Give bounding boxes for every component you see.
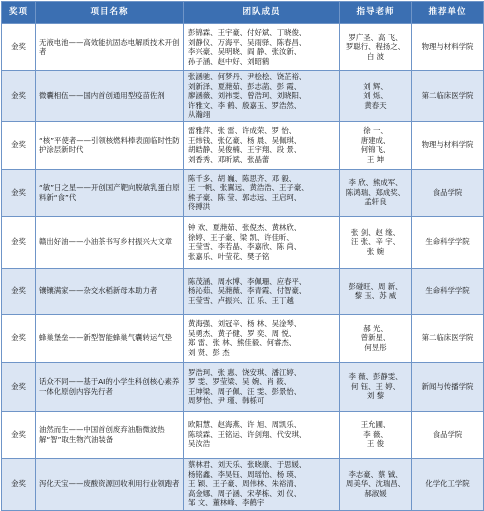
team-members-line: 吴勇杰、黄子健、罗 奕、周 悦、 [188,328,297,338]
header-team-members: 团队成员 [184,2,340,24]
project-name-text: 无液电池——高效能抗固态电解质技术开创者 [39,37,180,56]
advisors-line: 郝淑媛 [364,488,387,498]
team-members-line: 廖涵薇、刘祎雯、曾浩珂、刘晓阳、 [188,91,307,100]
advisors-line: 徐 一、 [363,126,388,135]
table-row [2,411,484,458]
team-members-line: 胡皓静、吴俊楠、王宇翔、段 景、 [188,145,302,154]
project-name-cell [36,268,184,314]
project-name-cell [36,458,184,510]
advisors-line: 彭碰旺、周 新、 [348,281,403,291]
advisors-line: 刘 辉、 [363,81,388,91]
team-members-line: 高金娜、周子涵、宋孝栋、刘 仪、 [188,488,302,498]
advisors-line: 李 欣、熊成军、 [348,178,403,188]
team-members-line: 许雅文、李 鹤、殷嘉玉、罗浩然、 [188,100,302,110]
team-members-line: 刘香秀、邓昕斌、张晶蕾 [188,154,270,164]
team-members-cell [184,24,340,71]
team-members-line: 王坤梁、周子佩、汪 雯、彭景怡、 [188,386,302,396]
table-row [2,216,484,268]
advisors-line: 黄春天 [364,100,387,110]
table-header-row [2,2,484,24]
project-name-text: 泻化天宝——废酸资源回收利用行业领跑者 [39,479,180,489]
team-members-line: 张嘉乐、叶莹花、樊子铭 [188,251,270,261]
advisors-line: 王 坤 [366,154,385,164]
recommending-unit-cell: 生命科学学院 [412,268,484,314]
recommending-unit-cell: 物理与材料学院 [412,121,484,169]
advisors-line: 李 薇、彭静雯、 [348,372,403,382]
advisors-line: 唐建成、 [360,135,391,145]
advisors-cell [340,24,412,71]
team-members-line: 王莹雪、李若晶、李嘉欣、陈 尚、 [188,242,302,251]
advisors-cell [340,458,412,510]
project-name-text: 赣出好油——小油茶书写乡村振兴大文章 [39,237,173,247]
project-name-text: 镶镶满家——杂交水稻新母本助力者 [39,286,158,296]
team-members-line: 黄海强、刘冠辛、杨 林、吴淦琴、 [188,319,302,328]
advisors-cell [340,216,412,268]
team-members-line: 陈千多、胡 巍、陈思齐、邓 毅、 [188,173,297,183]
award-cell: 金奖 [2,121,36,169]
team-members-line: 孙子涵、赵中好、刘昭鹤 [188,56,270,66]
advisors-line: 何 钰、王 婷、 [350,381,401,391]
header-project-name: 项目名称 [36,2,184,24]
team-members-line: 熊子豪、陈 莹、郭志远、王启珂、 [188,192,302,202]
team-members-cell [184,458,340,510]
team-members-cell [184,169,340,216]
recommending-unit-cell: 第二临床医学院 [412,314,484,362]
team-members-cell [184,216,340,268]
advisors-line: 罗广圣、高 飞、 [348,32,403,42]
team-members-line: 陈茂涵、周水博、李佩珊、应春平、 [188,276,307,286]
award-cell: 金奖 [2,362,36,411]
award-cell: 金奖 [2,71,36,122]
team-members-line: 刘 贤、彭 杰 [188,347,230,357]
award-cell: 金奖 [2,216,36,268]
advisors-line: 陈鸿瑞、郑成奖、 [345,187,406,197]
table-body [2,24,484,511]
team-members-line: 郑 雷、张 林、熊佳毅、何睿杰、 [188,338,297,347]
awards-table [1,1,484,511]
team-members-line: 李兴豪、吴明晓、阎 静、张汝新、 [188,47,302,56]
team-members-line: 王 颖、王子豪、周伟林、朱裕清、 [188,479,302,489]
team-members-line: 刘新泽、夏滟茹、彭志菡、彭 霞、 [188,81,302,91]
recommending-unit-cell: 化学化工学院 [412,458,484,510]
advisors-line: 罗聪行、程扬之、 [345,42,406,52]
table-row [2,169,484,216]
recommending-unit-cell: 物理与材料学院 [412,24,484,71]
team-members-line: 欧阳慧、赵海燕、许 旭、周凯乐、 [188,420,302,430]
award-cell: 金奖 [2,411,36,458]
advisors-cell [340,314,412,362]
advisors-line: 刘 烁、 [363,91,388,100]
table-row [2,314,484,362]
project-name-cell [36,71,184,122]
project-name-text: 蜂巢堡垒——新型智能蜂巢气囊转运气垫 [39,333,173,343]
project-name-cell [36,216,184,268]
project-name-cell [36,362,184,411]
team-members-line: 彭锦霖、王宇豪、付好斌、丁晓俊、 [188,28,307,37]
advisors-line: 郝 光、 [363,323,388,333]
advisors-cell [340,121,412,169]
award-cell: 金奖 [2,268,36,314]
team-members-line: 杨铭鑫、李昊钰、周瑶怡、杨 瑛、 [188,469,302,479]
advisors-cell [340,71,412,122]
project-name-cell [36,121,184,169]
project-name-cell [36,314,184,362]
advisors-line: 张 婉 [366,246,385,256]
recommending-unit-cell: 食品学院 [412,411,484,458]
advisors-line: 白 波 [366,51,385,61]
advisors-line: 汪 张、辛 宇、 [350,237,401,247]
team-members-line: 蔡林君、刘天乐、张晓康、于思媛、 [188,460,307,470]
table-row [2,121,484,169]
team-members-cell [184,71,340,122]
team-members-line: 王 一帆、张翼远、黄浩浩、王子豪、 [188,183,309,192]
header-advisors: 指导老师 [340,2,412,24]
team-members-line: 王莹雪、卢振兴、江 乐、王丁越 [188,295,294,305]
project-name-cell [36,24,184,71]
team-members-line: 邹 文、董林峰、李鹤宇 [188,498,265,508]
team-members-line: 周梦怡、尹 瑾、韩栎可 [188,396,265,405]
advisors-line: 刘 黎 [366,391,385,401]
team-members-line: 罗浩珂、张 惠、饶安琪、潘江婷、 [188,367,302,377]
advisors-cell [340,362,412,411]
award-cell: 金奖 [2,314,36,362]
award-cell: 金奖 [2,458,36,510]
project-name-text: 油然而生——中国首创废弃油脂微波热解“智”取生物汽油装备 [39,425,165,444]
advisors-cell [340,411,412,458]
advisors-line: 王允圃、 [360,420,391,430]
advisors-line: 李 薇、 [363,429,388,439]
advisors-line: 黎 玉、苏 威 [354,291,397,300]
team-members-line: 徐婷、王子豪、梁 凯、许佳昕、 [188,232,294,242]
advisors-line: 张 剑、赵 缘、 [350,227,401,237]
team-members-cell [184,314,340,362]
team-members-line: 钟 欢、夏滟茹、张倪杰、黄林欣、 [188,223,302,232]
table-row [2,458,484,510]
advisors-line: 孟轩良 [364,197,387,207]
advisors-line: 李志豪、蔡 铖、 [348,469,403,479]
table-row [2,71,484,122]
advisors-line: 何锦飞、 [360,145,391,154]
recommending-unit-cell: 新闻与传播学院 [412,362,484,411]
header-award: 奖项 [2,2,36,24]
project-name-text: “敏”日之星——开创国产靶向脱敏乳蛋白原料新“食”代 [39,183,180,202]
team-members-line: 陈琰霖、王铭运、许剑翔、代安琪、 [188,429,307,439]
advisors-cell [340,268,412,314]
team-members-line: 从瀚翊 [188,110,211,119]
recommending-unit-cell: 食品学院 [412,169,484,216]
team-members-line: 杨沁茹、吴滟薇、李青霞、付智豪、 [188,286,307,296]
team-members-cell [184,362,340,411]
award-cell: 金奖 [2,169,36,216]
team-members-line: 王炜钱、张亿豪、杨 晨、吴佩琪、 [188,135,302,145]
table-row [2,362,484,411]
project-name-text: 话众不同——基于AI的小学生科创核心素养一体化原创内容先行者 [39,377,180,396]
project-name-cell [36,169,184,216]
team-members-cell [184,411,340,458]
project-name-cell [36,411,184,458]
award-cell: 金奖 [2,24,36,71]
recommending-unit-cell: 生命科学学院 [412,216,484,268]
team-members-line: 雷雅萍、张 雷、许成荣、罗 怡、 [188,126,297,135]
advisors-line: 曾新星、 [360,333,391,343]
header-recommending-unit: 推荐单位 [412,2,484,24]
team-members-cell [184,121,340,169]
project-name-text: 微囊相伍——国内首创通用型疫苗佐剂 [39,91,165,100]
advisors-line: 何昱彤 [364,342,387,352]
team-members-line: 佟搏洪 [188,202,211,211]
team-members-line: 张涵驰、何梦丹、尹桧桧、饶芷裕、 [188,72,307,81]
team-members-line: 罗 雯、罗莹梁、吴 婉、肖 筱、 [188,377,292,386]
advisors-cell [340,169,412,216]
advisors-line: 周美华、沈瑞昌、 [345,479,406,489]
recommending-unit-cell: 第二临床医学院 [412,71,484,122]
table-row [2,24,484,71]
advisors-line: 王 俊 [366,439,385,449]
table-row [2,268,484,314]
team-members-line: 刘静仪、万海平、吴雨驿、陈春昌、 [188,37,307,47]
team-members-line: 吴汝浩 [188,439,211,449]
project-name-text: “核”平使者——引领核燃料棒表面临时性防护涂层新时代 [39,135,180,154]
team-members-cell [184,268,340,314]
